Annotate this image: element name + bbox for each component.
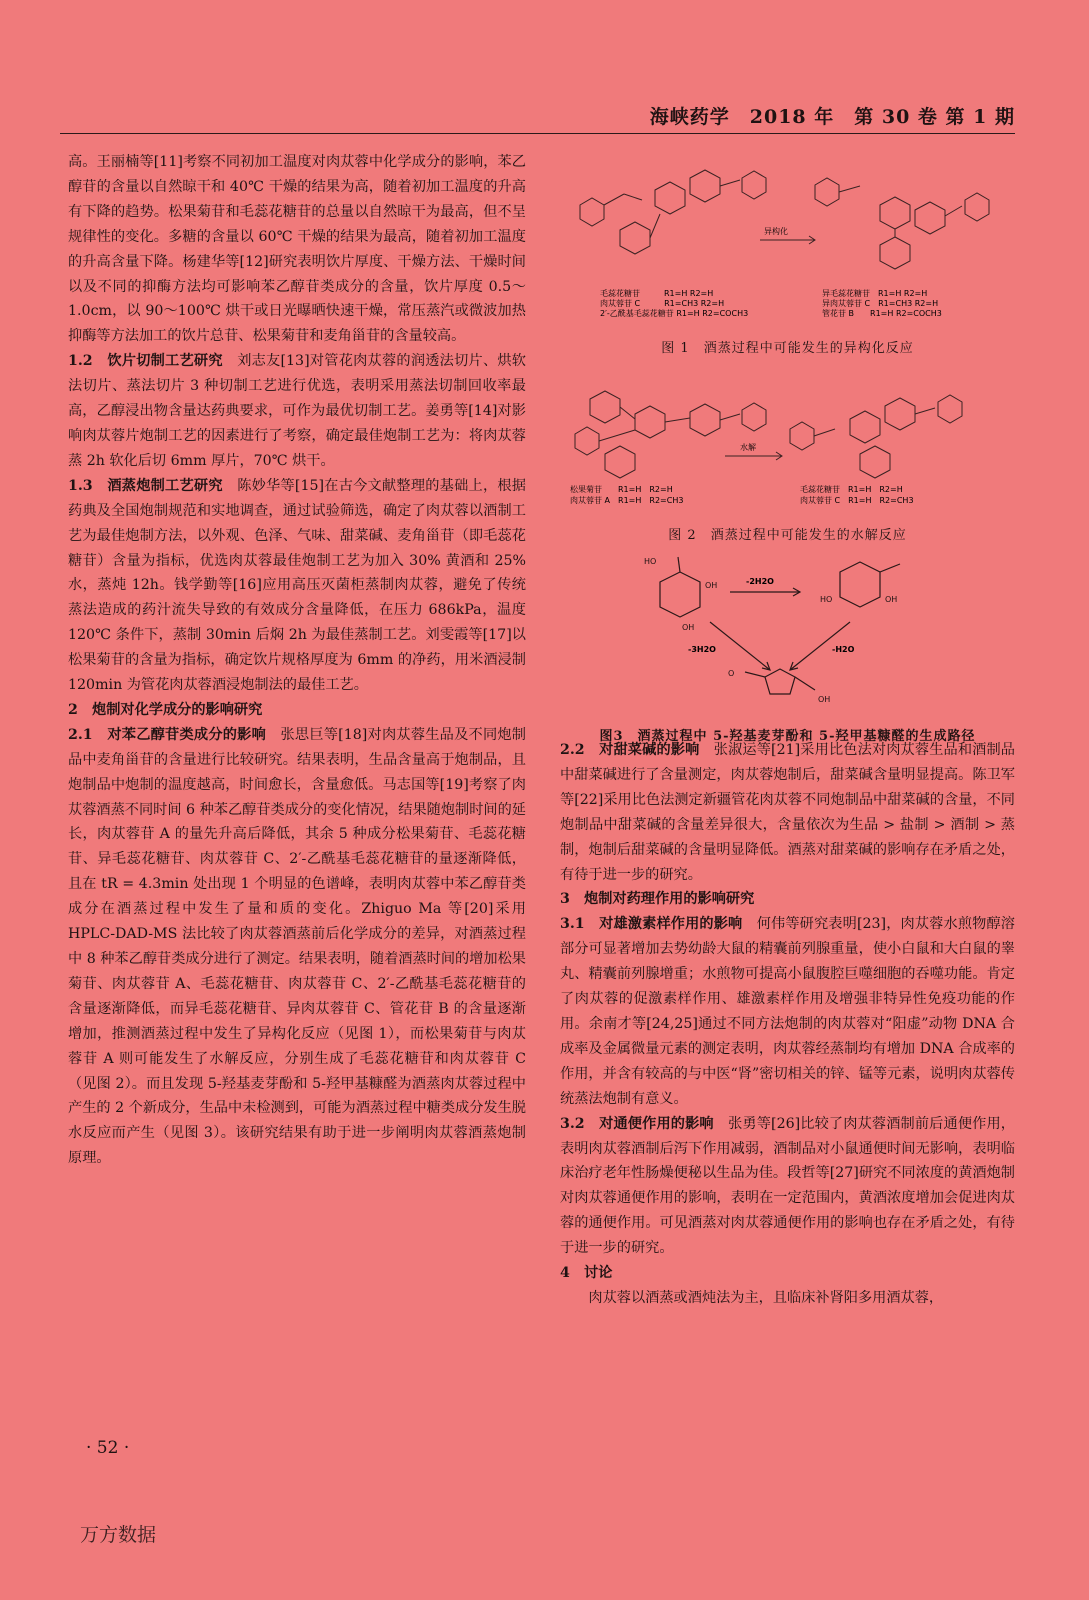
figure1-legend-line: 异肉苁蓉苷 C R1=CH3 R2=H [822, 299, 939, 308]
figure2-legend-line: 肉苁蓉苷 A R1=H R2=CH3 [570, 496, 684, 505]
right-column [560, 150, 1015, 1311]
page-header [60, 102, 1015, 136]
paragraph: 肉苁蓉以酒蒸或酒炖法为主，且临床补肾阳多用酒苁蓉， [588, 1289, 944, 1306]
subsection-title: 对雄激素样作用的影响 [599, 916, 743, 933]
subsection-title: 对通便作用的影响 [599, 1115, 714, 1132]
svg-text:OH: OH [818, 695, 831, 704]
subsection-title: 对苯乙醇苷类成分的影响 [107, 726, 267, 743]
figure-2 [560, 374, 1015, 542]
watermark: 万方数据 [80, 1524, 157, 1546]
section-heading-3: 3 炮制对药理作用的影响研究 [560, 891, 755, 908]
figure2-arrow-label: 水解 [740, 443, 756, 452]
figure1-arrow-label: 异构化 [764, 227, 788, 236]
subsection-number: 1.3 [68, 477, 93, 494]
paragraph: 刘志友[13]对管花肉苁蓉的润透法切片、烘软法切片、蒸法切片 3 种切制工艺进行优选，表明采用蒸法切制回收率最高，乙醇浸出物含量达药典要求，可作为最优切制工艺。姜勇等[14]对影响肉苁蓉片炮制工艺的因素进行了考察，确定最佳炮制工艺为：将肉苁蓉蒸 2h 软化后切 6mm 厚片，70℃ 烘干。 [68, 353, 526, 469]
figure1-legend-line: 异毛蕊花糖苷 R1=H R2=H [822, 289, 928, 298]
svg-text:OH: OH [682, 623, 695, 632]
paragraph: 陈妙华等[15]在古今文献整理的基础上，根据药典及全国炮制规范和实地调查，通过试验筛选，确定了肉苁蓉以酒制工艺为最佳炮制方法，以外观、色泽、气味、甜菜碱、麦角甾苷（即毛蕊花糖苷）含量为指标，优选肉苁蓉最佳炮制工艺为加入 30% 黄酒和 25% 水，蒸炖 12h。钱学勤等[16]应用高压灭菌柜蒸制肉苁蓉，避免了传统蒸法造成的药汁流失导致的有效成分含量降低，在压力 686kPa，温度 120℃ 条件下，蒸制 30min 后焖 2h 为最佳蒸制工艺。刘雯霞等[17]以松果菊苷的含量为指标，确定饮片规格厚度为 6mm 的净药，用米酒浸制 120min 为管花肉苁蓉酒浸炮制法的最佳工艺。 [68, 477, 526, 694]
paragraph: 高。王丽楠等[11]考察不同初加工温度对肉苁蓉中化学成分的影响，苯乙醇苷的含量以自然晾干和 40℃ 干燥的结果为高，随着初加工温度的升高有下降的趋势。松果菊苷和毛蕊花糖苷的总量以自然晾干为最高，但不呈规律性的变化。多糖的含量以 60℃ 干燥的结果为最高，随着初加工温度的升高含量下降。杨建华等[12]研究表明饮片厚度、干燥方法、干燥时间以及不同的抑酶方法均可影响苯乙醇苷类成分的含量，饮片厚度 0.5～1.0cm，以 90～100℃ 烘干或日光曝晒快速干燥，常压蒸汽或微波加热抑酶等方法加工的饮片总苷、松果菊苷和麦角甾苷的含量较高。 [68, 154, 526, 345]
dehydration-pathway-diagram [560, 552, 1015, 712]
figure2-legend-line: 松果菊苷 R1=H R2=H [570, 485, 673, 494]
figure3-dehydrate-3-label: -3H2O [688, 645, 716, 654]
figure3-dehydrate-1-label: -H2O [832, 645, 855, 654]
figure1-legend-line: 2′-乙酰基毛蕊花糖苷 R1=H R2=COCH3 [600, 309, 749, 318]
section-2-2 [560, 738, 1015, 887]
figure2-legend-line: 毛蕊花糖苷 R1=H R2=H [800, 485, 903, 494]
svg-text:HO: HO [644, 557, 657, 566]
section-3-2 [560, 1112, 1015, 1261]
svg-text:O: O [728, 669, 735, 678]
subsection-number: 2.2 [560, 742, 585, 758]
page-number: · 52 · [86, 1438, 130, 1458]
hydrolysis-structure-diagram [560, 374, 1015, 509]
section-heading-2: 2 炮制对化学成分的影响研究 [68, 701, 263, 718]
paragraph: 张淑运等[21]采用比色法对肉苁蓉生品和酒制品中甜菜碱进行了含量测定，肉苁蓉炮制后，甜菜碱含量明显提高。陈卫军等[22]采用比色法测定新疆管花肉苁蓉不同炮制品中甜菜碱的含量，不同炮制品中甜菜碱的含量差异很大，含量依次为生品 > 盐制 > 酒制 > 蒸制，炮制后甜菜碱的含量明显降低。酒蒸对甜菜碱的影响存在矛盾之处，有待于进一步的研究。 [560, 742, 1015, 883]
figure1-legend-line: 管花苷 B R1=H R2=COCH3 [822, 309, 942, 318]
section-3-1 [560, 912, 1015, 1111]
figure1-legend-line: 肉苁蓉苷 C R1=CH3 R2=H [600, 299, 725, 308]
figure2-legend-line: 肉苁蓉苷 C R1=H R2=CH3 [800, 496, 914, 505]
subsection-title: 饮片切制工艺研究 [107, 353, 223, 370]
section-1-3 [68, 474, 526, 698]
subsection-number: 1.2 [68, 353, 93, 370]
paragraph: 张思巨等[18]对肉苁蓉生品及不同炮制品中麦角甾苷的含量进行比较研究。结果表明，生品含量高于炮制品，且炮制品中炮制的温度越高，时间愈长，含量愈低。马志国等[19]考察了肉苁蓉酒蒸不同时间 6 种苯乙醇苷类成分的变化情况，结果随炮制时间的延长，肉苁蓉苷 A 的量先升高后降低，其余 5 种成分松果菊苷、毛蕊花糖苷、异毛蕊花糖苷、肉苁蓉苷 C、2′-乙酰基毛蕊花糖苷的量逐渐降低，且在 tR = 4.3min 处出现 1 个明显的色谱峰，表明肉苁蓉中苯乙醇苷类成分在酒蒸过程中发生了量和质的变化。Zhiguo Ma 等[20]采用 HPLC-DAD-MS 法比较了肉苁蓉酒蒸前后化学成分的差异，对酒蒸过程中 8 种苯乙醇苷类成分进行了测定。结果表明，随着酒蒸时间的增加松果菊苷、肉苁蓉苷 A、毛蕊花糖苷、肉苁蓉苷 C、2′-乙酰基毛蕊花糖苷的含量逐渐降低，而异毛蕊花糖苷、异肉苁蓉苷 C、管花苷 B 的含量逐渐增加，推测酒蒸过程中发生了异构化反应（见图 1），而松果菊苷与肉苁蓉苷 A 则可能发生了水解反应，分别生成了毛蕊花糖苷和肉苁蓉苷 C（见图 2）。而且发现 5-羟基麦芽酚和 5-羟甲基糠醛为酒蒸肉苁蓉过程中产生的 2 个新成分，生品中未检测到，可能为酒蒸过程中糖类成分发生脱水反应而产生（见图 3）。该研究结果有助于进一步阐明肉苁蓉酒蒸炮制原理。 [68, 726, 526, 1167]
svg-text:HO: HO [820, 595, 833, 604]
header-rule [60, 133, 1015, 134]
svg-text:OH: OH [885, 595, 898, 604]
subsection-title: 对甜菜碱的影响 [599, 742, 700, 758]
figure-1 [560, 150, 1015, 360]
section-heading-4: 4 讨论 [560, 1265, 613, 1282]
figure-1-caption: 图 1 酒蒸过程中可能发生的异构化反应 [661, 340, 914, 356]
section-1-2 [68, 349, 526, 474]
figure-3 [560, 552, 1015, 744]
left-column [68, 150, 526, 1171]
subsection-number: 3.1 [560, 916, 585, 933]
paragraph: 何伟等研究表明[23]，肉苁蓉水煎物醇溶部分可显著增加去势幼龄大鼠的精囊前列腺重量，使小白鼠和大白鼠的睾丸、精囊前列腺增重；水煎物可提高小鼠腹腔巨噬细胞的吞噬功能。肯定了肉苁蓉的促激素样作用、雄激素样作用及增强非特异性免疫功能的作用。余南才等[24,25]通过不同方法炮制的肉苁蓉对“阳虚”动物 DNA 合成率及金属微量元素的测定表明，肉苁蓉经蒸制均有增加 DNA 合成率的作用，并含有较高的与中医“肾”密切相关的锌、锰等元素，说明肉苁蓉传统蒸法炮制有意义。 [560, 916, 1015, 1107]
subsection-number: 3.2 [560, 1115, 585, 1132]
svg-text:OH: OH [705, 581, 718, 590]
subsection-title: 酒蒸炮制工艺研究 [107, 477, 223, 494]
figure3-dehydrate-2-label: -2H2O [746, 577, 774, 586]
section-2-1 [68, 723, 526, 1171]
figure1-legend-line: 毛蕊花糖苷 R1=H R2=H [600, 289, 714, 298]
journal-title: 海峡药学 2018 年 第 30 卷 第 1 期 [649, 106, 1015, 128]
figure-3-caption: 图3 酒蒸过程中 5-羟基麦芽酚和 5-羟甲基糠醛的生成路径 [599, 728, 976, 744]
isomerization-structure-diagram [560, 150, 1015, 320]
paragraph: 张勇等[26]比较了肉苁蓉酒制前后通便作用，表明肉苁蓉酒制后泻下作用减弱，酒制品对小鼠通便时间无影响，表明临床治疗老年性肠燥便秘以生品为佳。段哲等[27]研究不同浓度的黄酒炮制对肉苁蓉通便作用的影响，表明在一定范围内，黄酒浓度增加会促进肉苁蓉的通便作用。可见酒蒸对肉苁蓉通便作用的影响也存在矛盾之处，有待于进一步的研究。 [560, 1115, 1015, 1257]
figure-2-caption: 图 2 酒蒸过程中可能发生的水解反应 [668, 527, 907, 543]
subsection-number: 2.1 [68, 726, 93, 743]
